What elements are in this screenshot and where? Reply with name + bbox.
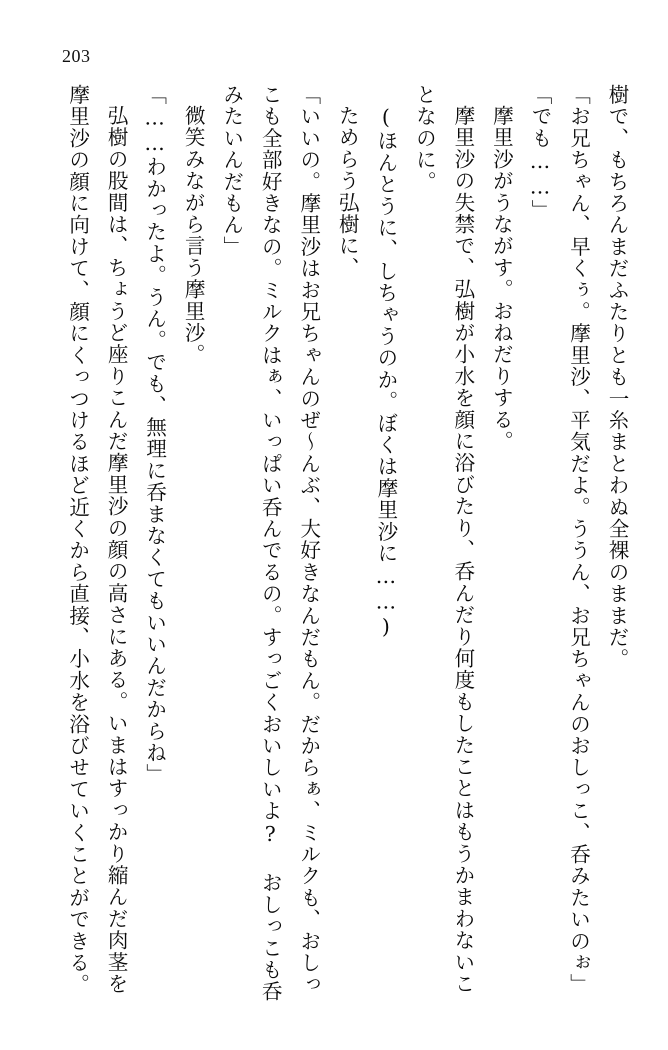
paragraph: ためらう弘樹に、 (335, 104, 360, 279)
paragraph: (ほんとうに、しちゃうのか。ぼくは摩里沙に……) (373, 104, 398, 640)
paragraph: 摩里沙がうながす。おねだりする。 (489, 104, 514, 452)
paragraph: 「……わかったよ。うん。でも、無理に呑まなくてもいいんだからね」 (142, 84, 167, 786)
paragraph: 「いいの。摩里沙はお兄ちゃんのぜ〜んぶ、大好きなんだもん。だからぁ、ミルクも、おしっこも全部好きなの。ミルクはぁ、いっぱい呑んでるの。すっごくおいしいよ? おしっこも呑みたいんだもん」 (219, 84, 321, 1003)
paragraph: 樹で、もちろんまだふたりとも一糸まとわぬ全裸のままだ。 (605, 84, 629, 670)
paragraph: 微笑みながら言う摩里沙。 (181, 104, 206, 365)
paragraph: 摩里沙の失禁で、弘樹が小水を顔に浴びたり、呑んだり何度もしたことはもうかまわないことなのに。 (412, 84, 475, 995)
page-text-body (36, 84, 636, 1014)
paragraph: 弘樹の股間は、ちょうど座りこんだ摩里沙の顔の高さにある。いまはすっかり縮んだ肉茎を摩里沙の顔に向けて、顔にくっつけるほど近くから直接、小水を浴びせていくことができる。 (65, 84, 129, 996)
page-number: 203 (62, 46, 91, 66)
paragraph: 「でも……」 (527, 84, 552, 222)
paragraph: 「お兄ちゃん、早くぅ。摩里沙、平気だよ。ううん、お兄ちゃんのおしっこ、呑みたいのぉ」 (566, 84, 591, 996)
